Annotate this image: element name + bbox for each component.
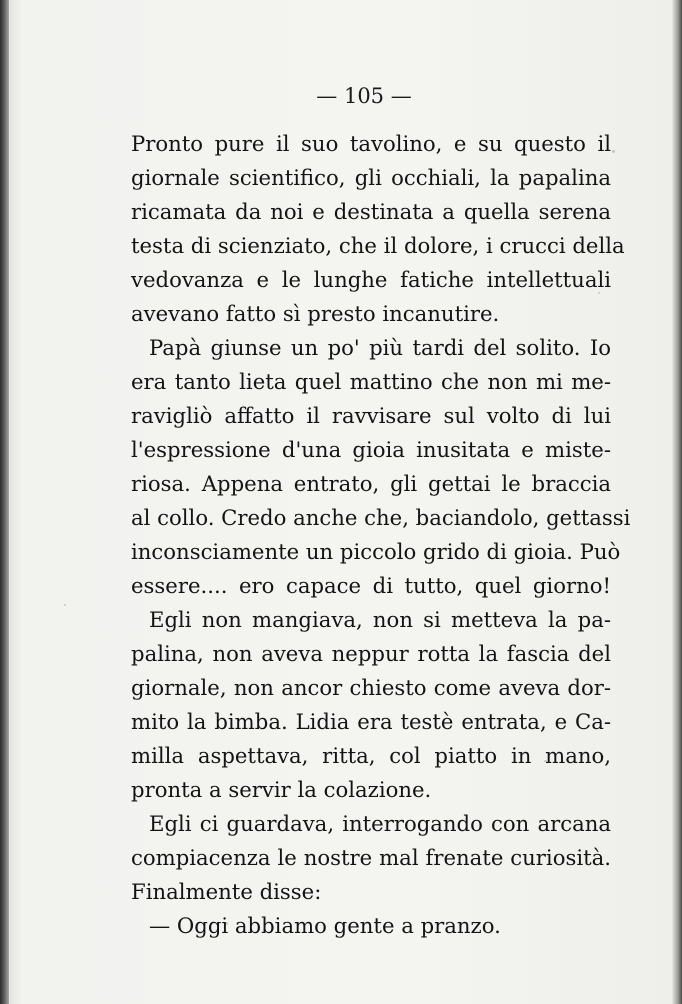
text-line: milla aspettava, ritta, col piatto in mano,	[131, 743, 611, 768]
paragraph-start-line: Egli ci guardava, interrogando con arcana	[149, 811, 611, 836]
text-line: ravigliò affatto il ravvisare sul volto di lui	[131, 403, 611, 428]
text-line: pronta a servir la colazione.	[131, 777, 432, 802]
text-line: mito la bimba. Lidia era testè entrata, e Ca-	[131, 709, 611, 734]
page-edge-shadow	[672, 0, 682, 1004]
text-line: avevano fatto sì presto incanutire.	[131, 301, 500, 326]
body-text	[131, 127, 631, 943]
paragraph-start-line: Egli non mangiava, non si metteva la pa-	[149, 607, 611, 632]
paper-speck	[612, 150, 615, 153]
paragraph-start-line: Papà giunse un po' più tardi del solito. Io	[149, 335, 611, 360]
page-number: — 105 —	[316, 84, 412, 108]
text-line: essere.... ero capace di tutto, quel giorno!	[131, 573, 611, 598]
text-line: giornale, non ancor chiesto come aveva dor-	[131, 675, 611, 700]
text-line: al collo. Credo anche che, baciandolo, gettassi	[131, 505, 631, 530]
text-line: palina, non aveva neppur rotta la fascia del	[131, 641, 611, 666]
text-line: inconsciamente un piccolo grido di gioia. Può	[131, 539, 621, 564]
text-line: compiacenza le nostre mal frenate curiosità.	[131, 845, 611, 870]
text-line: era tanto lieta quel mattino che non mi me-	[131, 369, 611, 394]
text-line: giornale scientifico, gli occhiali, la papalina	[131, 165, 611, 190]
text-line: vedovanza e le lunghe fatiche intellettuali	[131, 267, 611, 292]
dialogue-line: — Oggi abbiamo gente a pranzo.	[149, 913, 501, 938]
text-line: riosa. Appena entrato, gli gettai le braccia	[131, 471, 611, 496]
text-line: testa di scienziato, che il dolore, i crucci della	[131, 233, 625, 258]
text-line: ricamata da noi e destinata a quella serena	[131, 199, 611, 224]
text-line: l'espressione d'una gioia inusitata e miste-	[131, 437, 611, 462]
text-line: Pronto pure il suo tavolino, e su questo il	[131, 131, 611, 156]
page-binding-shadow	[0, 0, 9, 1004]
text-line: Finalmente disse:	[131, 879, 322, 904]
paper-speck	[64, 604, 66, 606]
